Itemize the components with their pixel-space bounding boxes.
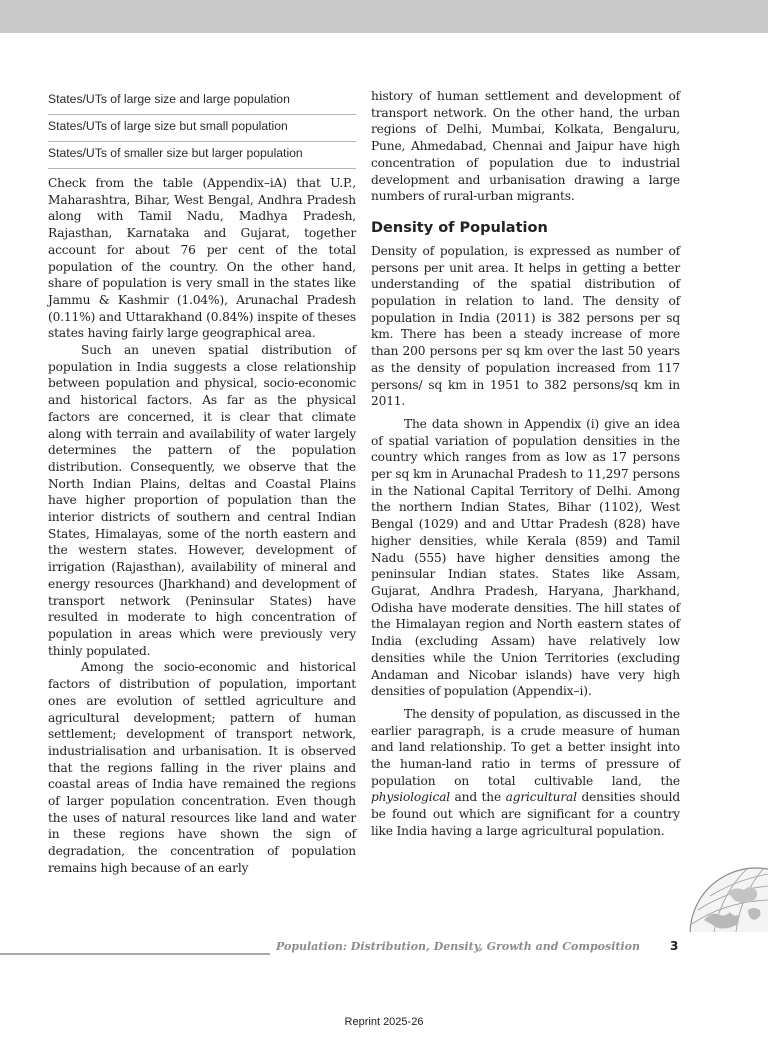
- section-heading: Density of Population: [371, 219, 548, 236]
- running-title: Population: Distribution, Density, Growth and Composition: [276, 940, 640, 953]
- text-run: densities should be found out which are significant for a country like India having a large agricultural population.: [371, 790, 680, 838]
- left-column: [48, 88, 356, 877]
- paragraph: The data shown in Appendix (i) give an idea of spatial variation of population densities in the country which ranges from as low as 17 persons per sq km in Arunachal Pradesh to 11,297 persons in the National Capital Territory of Delhi. Among the northern Indian States, Bihar (1102), West Bengal (1029) and and Uttar Pradesh (828) have higher densities, while Kerala (859) and Tamil Nadu (555) have higher densities among the peninsular Indian states. States like Assam, Gujarat, Andhra Pradesh, Haryana, Jharkhand, Odisha have moderate densities. The hill states of the Himalayan region and North eastern states of India (excluding Assam) have relatively low densities while the Union Territories (excluding Andaman and Nicobar islands) have very high densities of population (Appendix–i).: [371, 416, 680, 699]
- paragraph: Check from the table (Appendix–iA) that U.P., Maharashtra, Bihar, West Bengal, Andhra Pradesh along with Tamil Nadu, Madhya Pradesh, Rajasthan, Karnataka and Gujarat, together account for about 76 per cent of the total population of the country. On the other hand, share of population is very small in the states like Jammu & Kashmir (1.04%), Arunachal Pradesh (0.11%) and Uttarakhand (0.84%) inspite of theses states having fairly large geographical area.: [48, 176, 356, 341]
- emphasis-term: physiological: [371, 790, 451, 805]
- category-row: States/UTs of large size but small population: [48, 115, 356, 142]
- top-header-bar: [0, 0, 768, 33]
- paragraph: Such an uneven spatial distribution of population in India suggests a close relationship between population and physical, socio-economic and historical factors. As far as the physical factors are concerned, it is clear that climate along with terrain and availability of water largely determines the pattern of the population distribution. Consequently, we observe that the North Indian Plains, deltas and Coastal Plains have higher proportion of population than the interior districts of southern and central Indian States, Himalayas, some of the north eastern and the western states. However, development of irrigation (Rajasthan), availability of mineral and energy resources (Jharkhand) and development of transport network (Peninsular States) have resulted in moderate to high concentration of population in areas which were previously very thinly populated.: [48, 343, 356, 658]
- reprint-notice: Reprint 2025-26: [344, 1016, 424, 1028]
- text-run: The density of population, as discussed in the earlier paragraph, is a crude measure of human and land relationship. To get a better insight into the human-land ratio in terms of pressure of population on total cultivable land, the: [371, 706, 680, 788]
- category-row: States/UTs of large size and large population: [48, 88, 356, 115]
- page-number: 3: [670, 939, 679, 953]
- paragraph: Density of population, is expressed as number of persons per unit area. It helps in getting a better understanding of the spatial distribution of population in relation to land. The density of population in India (2011) is 382 persons per sq km. There has been a steady increase of more than 200 persons per sq km over the last 50 years as the density of population increased from 117 persons/ sq km in 1951 to 382 persons/sq km in 2011.: [371, 243, 680, 409]
- paragraph: [371, 706, 680, 840]
- paragraph: Among the socio-economic and historical factors of distribution of population, important ones are evolution of settled agriculture and agricultural development; pattern of human settlement; development of transport network, industrialisation and urbanisation. It is observed that the regions falling in the river plains and coastal areas of India have remained the regions of larger population concentration. Even though the uses of natural resources like land and water in these regions have shown the sign of degradation, the concentration of population remains high because of an early: [48, 660, 356, 875]
- emphasis-term: agricultural: [505, 790, 577, 805]
- text-run: and the: [450, 790, 506, 805]
- footer-rule: [0, 953, 270, 955]
- right-column: [371, 88, 680, 840]
- category-row: States/UTs of smaller size but larger population: [48, 142, 356, 169]
- paragraph: history of human settlement and development of transport network. On the other hand, the urban regions of Delhi, Mumbai, Kolkata, Bengaluru, Pune, Ahmedabad, Chennai and Jaipur have high concentration of population due to industrial development and urbanisation drawing a large numbers of rural-urban migrants.: [371, 89, 680, 204]
- globe-decoration-icon: [684, 862, 768, 932]
